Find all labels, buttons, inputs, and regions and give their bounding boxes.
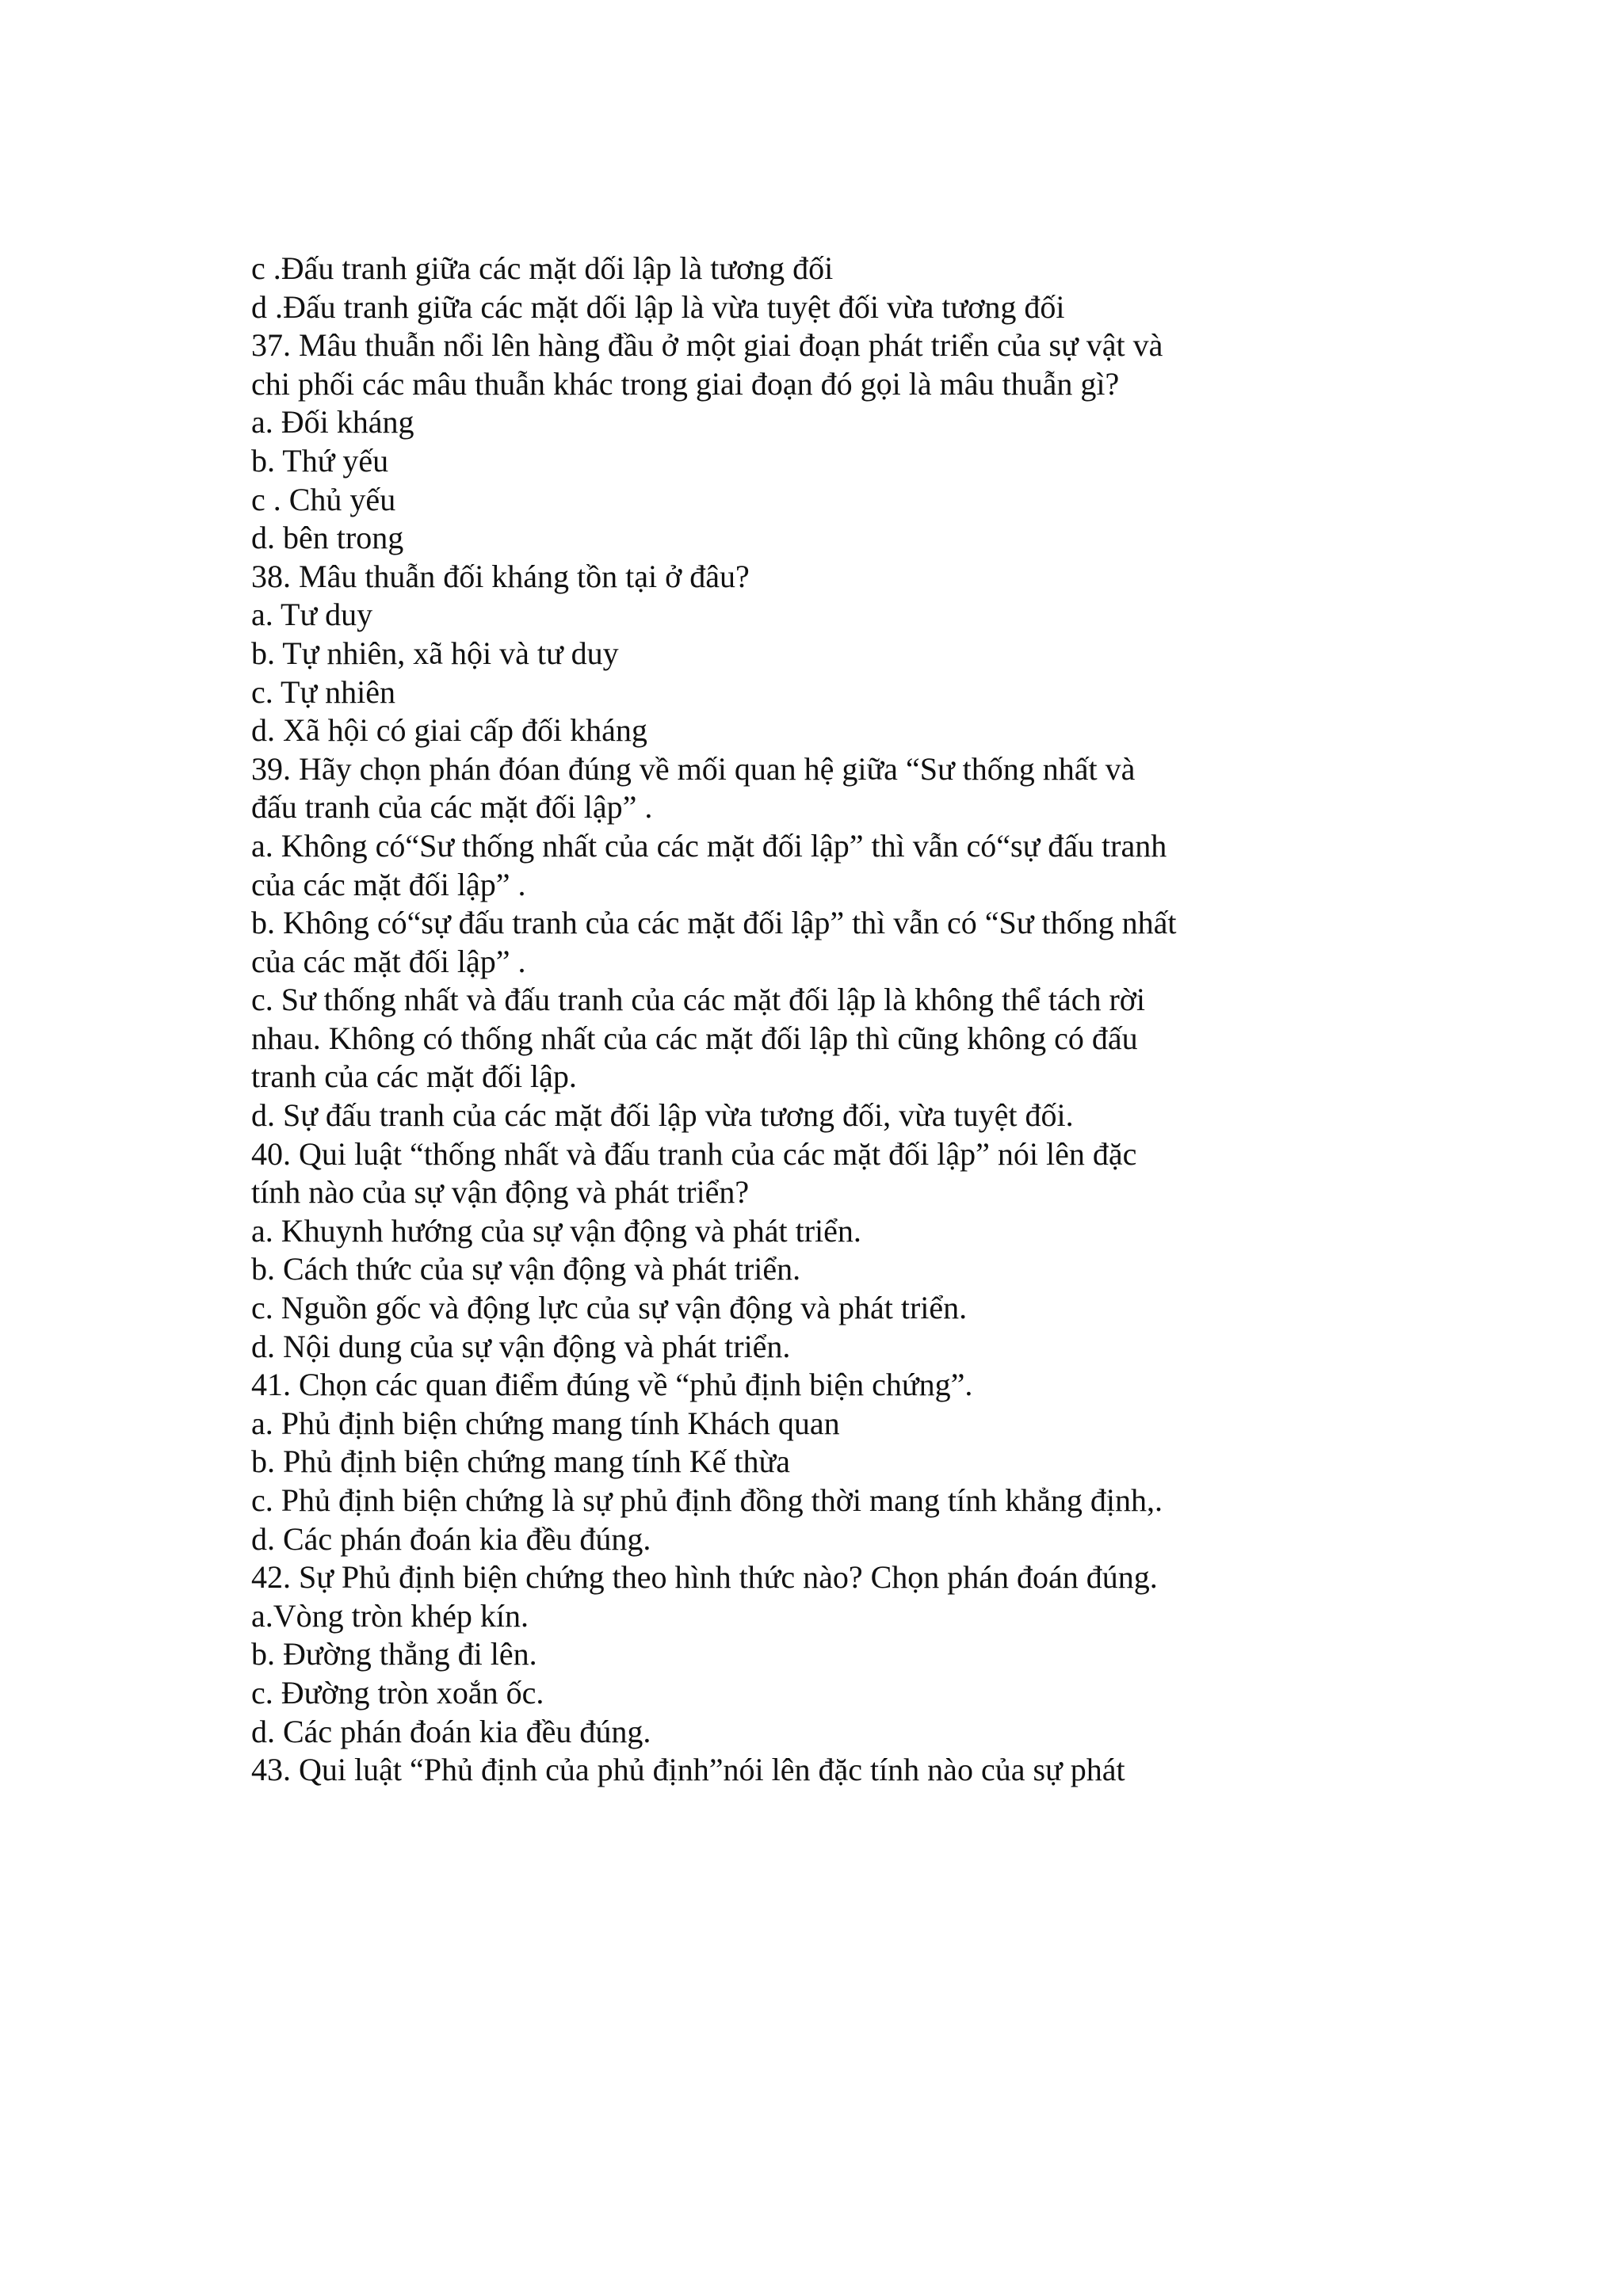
answer-option: a. Đối kháng: [251, 404, 414, 441]
answer-option: của các mặt đối lập” .: [251, 866, 526, 902]
answer-option: b. Thứ yếu: [251, 442, 389, 479]
answer-option: c. Nguồn gốc và động lực của sự vận động và phát triển.: [251, 1290, 968, 1326]
question-37-line: chi phối các mâu thuẫn khác trong giai đoạn đó gọi là mâu thuẫn gì?: [251, 365, 1120, 402]
answer-option: b. Cách thức của sự vận động và phát triển.: [251, 1251, 801, 1287]
answer-option: b. Đường thẳng đi lên.: [251, 1636, 537, 1672]
answer-option: d. Các phán đoán kia đều đúng.: [251, 1713, 651, 1749]
answer-option: a. Tư duy: [251, 597, 373, 633]
question-39-line: đấu tranh của các mặt đối lập” .: [251, 789, 653, 826]
question-39-line: 39. Hãy chọn phán đóan đúng về mối quan hệ giữa “Sư thống nhất và: [251, 750, 1136, 787]
answer-option: d. Sự đấu tranh của các mặt đối lập vừa tương đối, vừa tuyệt đối.: [251, 1097, 1074, 1134]
text-line: c .Đấu tranh giữa các mặt dối lập là tương đối: [251, 250, 834, 286]
answer-option: a. Không có“Sư thống nhất của các mặt đối lập” thì vẫn có“sự đấu tranh: [251, 827, 1167, 864]
question-41-line: 41. Chọn các quan điểm đúng về “phủ định biện chứng”.: [251, 1367, 973, 1403]
document-body: [251, 250, 1281, 1790]
question-43-line: 43. Qui luật “Phủ định của phủ định”nói lên đặc tính nào của sự phát: [251, 1752, 1125, 1788]
question-37-line: 37. Mâu thuẫn nổi lên hàng đầu ở một giai đoạn phát triển của sự vật và: [251, 327, 1163, 364]
answer-option: d. bên trong: [251, 520, 404, 556]
answer-option: d. Nội dung của sự vận động và phát triển.: [251, 1328, 791, 1364]
answer-option: tranh của các mặt đối lập.: [251, 1058, 577, 1095]
answer-option: b. Tự nhiên, xã hội và tư duy: [251, 635, 619, 671]
answer-option: a. Phủ định biện chứng mang tính Khách quan: [251, 1405, 840, 1441]
question-40-line: tính nào của sự vận động và phát triển?: [251, 1174, 750, 1211]
answer-option: b. Phủ định biện chứng mang tính Kế thừa: [251, 1444, 790, 1480]
question-40-line: 40. Qui luật “thống nhất và đấu tranh của các mặt đối lập” nói lên đặc: [251, 1135, 1137, 1172]
answer-option: d. Các phán đoán kia đều đúng.: [251, 1520, 651, 1557]
answer-option: b. Không có“sự đấu tranh của các mặt đối lập” thì vẫn có “Sư thống nhất: [251, 905, 1177, 941]
answer-option: c . Chủ yếu: [251, 481, 396, 517]
answer-option: c. Tự nhiên: [251, 673, 396, 710]
answer-option: c. Sư thống nhất và đấu tranh của các mặt đối lập là không thể tách rời: [251, 982, 1146, 1018]
answer-option: của các mặt đối lập” .: [251, 943, 526, 979]
answer-option: d. Xã hội có giai cấp đối kháng: [251, 712, 647, 749]
answer-option: nhau. Không có thống nhất của các mặt đối lập thì cũng không có đấu: [251, 1020, 1138, 1056]
answer-option: c. Đường tròn xoắn ốc.: [251, 1674, 544, 1711]
text-line: d .Đấu tranh giữa các mặt dối lập là vừa tuyệt đối vừa tương đối: [251, 288, 1065, 325]
answer-option: a.Vòng tròn khép kín.: [251, 1597, 529, 1634]
question-38-line: 38. Mâu thuẫn đối kháng tồn tại ở đâu?: [251, 558, 750, 594]
question-42-line: 42. Sự Phủ định biện chứng theo hình thức nào? Chọn phán đoán đúng.: [251, 1559, 1158, 1596]
answer-option: c. Phủ định biện chứng là sự phủ định đồng thời mang tính khẳng định,.: [251, 1482, 1163, 1518]
answer-option: a. Khuynh hướng của sự vận động và phát triển.: [251, 1212, 861, 1249]
